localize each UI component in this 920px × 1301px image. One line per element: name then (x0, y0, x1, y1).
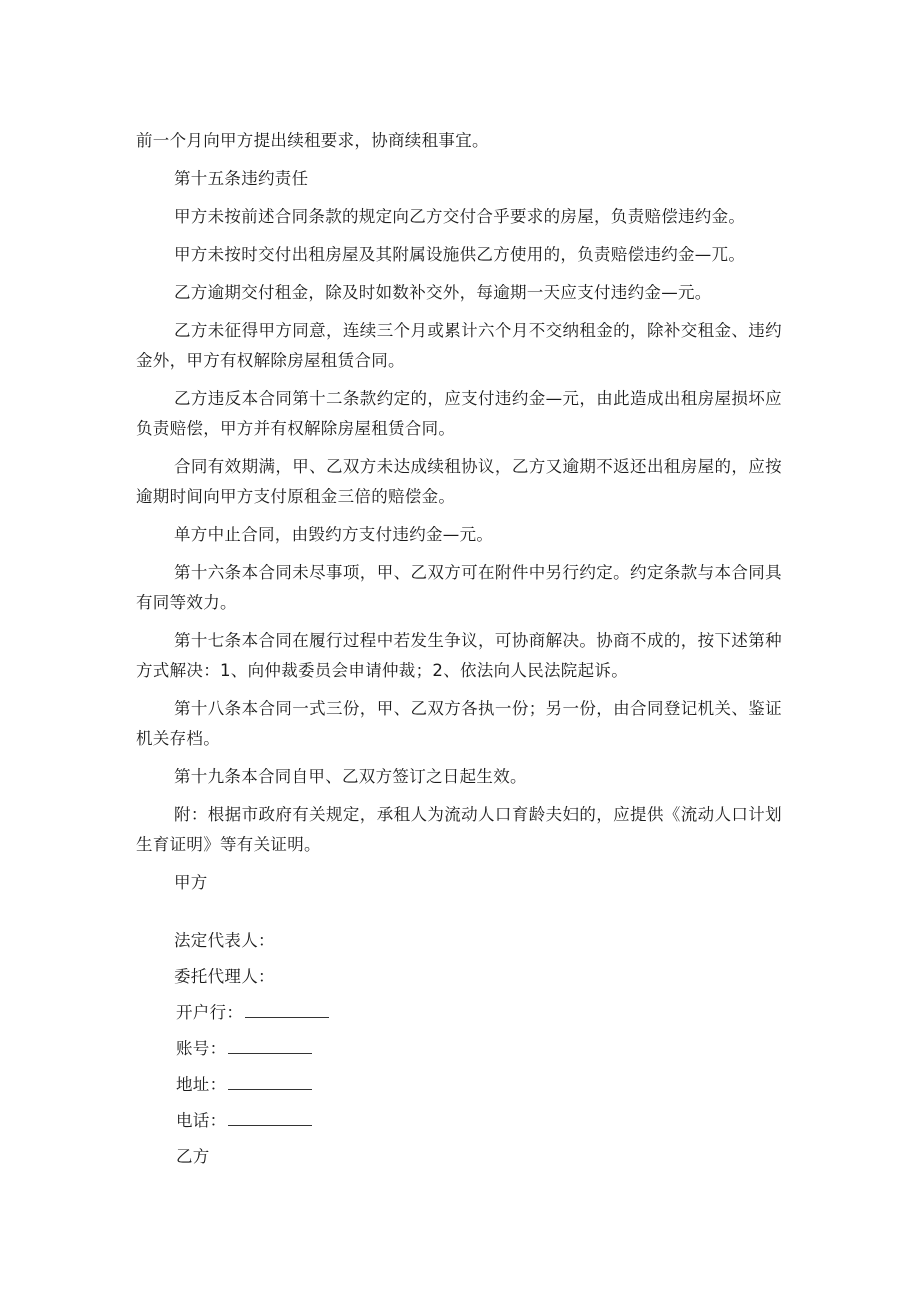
paragraph: 前一个月向甲方提出续租要求，协商续租事宜。 (136, 131, 489, 150)
phone-blank (228, 1109, 312, 1126)
bank-field (176, 998, 782, 1028)
party-a-label: 甲方 (174, 873, 208, 892)
section-heading-15: 第十五条违约责任 (174, 169, 309, 188)
paragraph: 乙方逾期交付租金，除及时如数补交外，每逾期一天应支付违约金—元。 (174, 283, 712, 302)
article-16: 第十六条本合同未尽事项，甲、乙双方可在附件中另行约定。约定条款与本合同具有同等效力。 (136, 563, 782, 612)
address-blank (228, 1073, 312, 1090)
bank-label: 开户行： (176, 1003, 244, 1022)
spacer (136, 904, 782, 926)
address-label: 地址： (176, 1075, 227, 1094)
account-label: 账号： (176, 1039, 227, 1058)
paragraph: 甲方未按前述合同条款的规定向乙方交付合乎要求的房屋，负责赔偿违约金。 (174, 207, 746, 226)
paragraph: 单方中止合同，由毁约方支付违约金—元。 (174, 525, 494, 544)
paragraph: 乙方违反本合同第十二条款约定的，应支付违约金—元，由此造成出租房屋损坏应负责赔偿，甲方并有权解除房屋租赁合同。 (136, 389, 782, 438)
phone-field (176, 1106, 782, 1136)
article-17: 第十七条本合同在履行过程中若发生争议，可协商解决。协商不成的，按下述第种方式解决：1、向仲裁委员会申请仲裁；2、依法向人民法院起诉。 (136, 631, 782, 680)
account-blank (228, 1037, 312, 1054)
address-field (176, 1070, 782, 1100)
account-field (176, 1034, 782, 1064)
article-19: 第十九条本合同自甲、乙双方签订之日起生效。 (174, 767, 527, 786)
bank-blank (245, 1001, 329, 1018)
paragraph: 乙方未征得甲方同意，连续三个月或累计六个月不交纳租金的，除补交租金、违约金外，甲方有权解除房屋租赁合同。 (136, 321, 782, 370)
party-b-label: 乙方 (176, 1147, 210, 1166)
legal-rep-label: 法定代表人： (174, 931, 275, 950)
contract-body (136, 126, 782, 1178)
phone-label: 电话： (176, 1111, 227, 1130)
paragraph: 甲方未按时交付出租房屋及其附属设施供乙方使用的，负责赔偿违约金—兀。 (174, 245, 746, 264)
appendix-note: 附：根据市政府有关规定，承租人为流动人口育龄夫妇的，应提供《流动人口计划生育证明》等有关证明。 (136, 805, 782, 854)
agent-label: 委托代理人： (174, 967, 275, 986)
paragraph: 合同有效期满，甲、乙双方未达成续租协议，乙方又逾期不返还出租房屋的，应按逾期时间向甲方支付原租金三倍的赔偿金。 (136, 457, 782, 506)
article-18: 第十八条本合同一式三份，甲、乙双方各执一份；另一份，由合同登记机关、鉴证机关存档。 (136, 699, 782, 748)
